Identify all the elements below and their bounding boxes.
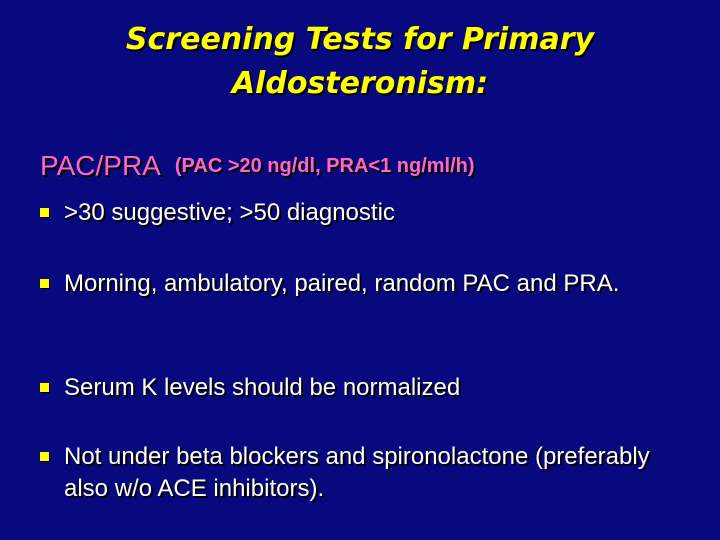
subheading bbox=[40, 150, 475, 182]
square-bullet-icon bbox=[40, 279, 49, 288]
bullet-item bbox=[40, 197, 700, 229]
subheading-criteria: (PAC >20 ng/dl, PRA<1 ng/ml/h) bbox=[174, 155, 475, 177]
bullet-text: Morning, ambulatory, paired, random PAC and PRA. bbox=[64, 270, 620, 297]
square-bullet-icon bbox=[40, 208, 49, 217]
square-bullet-icon bbox=[40, 383, 49, 392]
bullet-text: Serum K levels should be normalized bbox=[64, 374, 461, 401]
bullet-item bbox=[40, 268, 700, 300]
bullet-item bbox=[40, 372, 700, 404]
slide-title-line-1: Screening Tests for Primary bbox=[125, 22, 595, 57]
slide-title bbox=[0, 18, 720, 106]
slide-title-line-2: Aldosteronism: bbox=[231, 66, 489, 101]
subheading-main: PAC/PRA bbox=[40, 150, 161, 181]
square-bullet-icon bbox=[40, 452, 49, 461]
bullet-text: Not under beta blockers and spironolactone (preferably also w/o ACE inhibitors). bbox=[64, 443, 650, 502]
bullet-item bbox=[40, 441, 700, 505]
bullet-text: >30 suggestive; >50 diagnostic bbox=[64, 199, 395, 226]
